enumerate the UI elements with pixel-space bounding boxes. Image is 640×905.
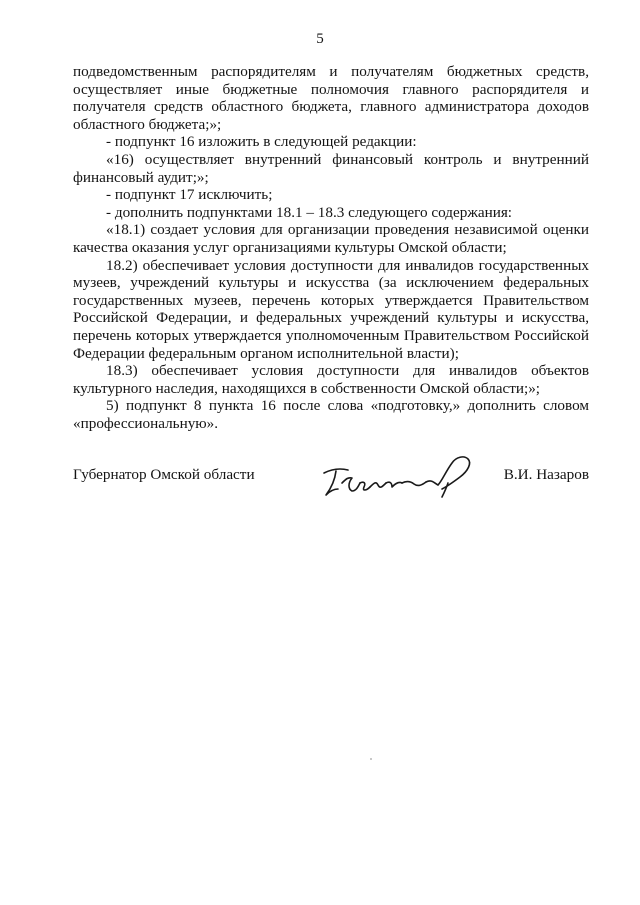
paragraph-item-5: 5) подпункт 8 пункта 16 после слова «подготовку,» дополнить словом «профессиональную». (73, 397, 589, 432)
scan-speck (370, 758, 372, 760)
paragraph-subitem-16-text: «16) осуществляет внутренний финансовый контроль и внутренний финансовый аудит;»; (73, 150, 589, 186)
paragraph-budget-powers: подведомственным распорядителям и получателям бюджетных средств, осуществляет иные бюджетные полномочия главного распорядителя и получателя средств областного бюджета, главного администратора доходов областного бюджета;»; (73, 63, 589, 133)
page-number: 5 (316, 31, 324, 47)
paragraph-subitem-16-edit: - подпункт 16 изложить в следующей редакции: (106, 133, 417, 151)
paragraph-add-subitems: - дополнить подпунктами 18.1 – 18.3 следующего содержания: (106, 203, 513, 221)
signer-name: В.И. Назаров (503, 466, 589, 483)
paragraph-subitem-18-3: 18.3) обеспечивает условия доступности для инвалидов объектов культурного наследия, находящихся в собственности Омской области;»; (73, 362, 589, 397)
signature-block (73, 457, 589, 507)
handwritten-signature (318, 453, 498, 501)
paragraph-subitem-18-1: «18.1) создает условия для организации проведения независимой оценки качества оказания услуг организациями культуры Омской области; (73, 221, 589, 256)
document-body (73, 63, 589, 432)
paragraph-subitem-18-2: 18.2) обеспечивает условия доступности для инвалидов государственных музеев, учреждений культуры и искусства (за исключением федеральных государственных музеев, перечень которых утверждается Правительством Российской Федерации, и федеральных учреждений культуры и искусства, перечень которых утверждается уполномоченным Правительством Российской Федерации федеральным органом исполнительной власти); (73, 256, 589, 362)
paragraph-subitem-17-remove: - подпункт 17 исключить; (106, 186, 273, 204)
signer-title: Губернатор Омской области (73, 466, 255, 483)
